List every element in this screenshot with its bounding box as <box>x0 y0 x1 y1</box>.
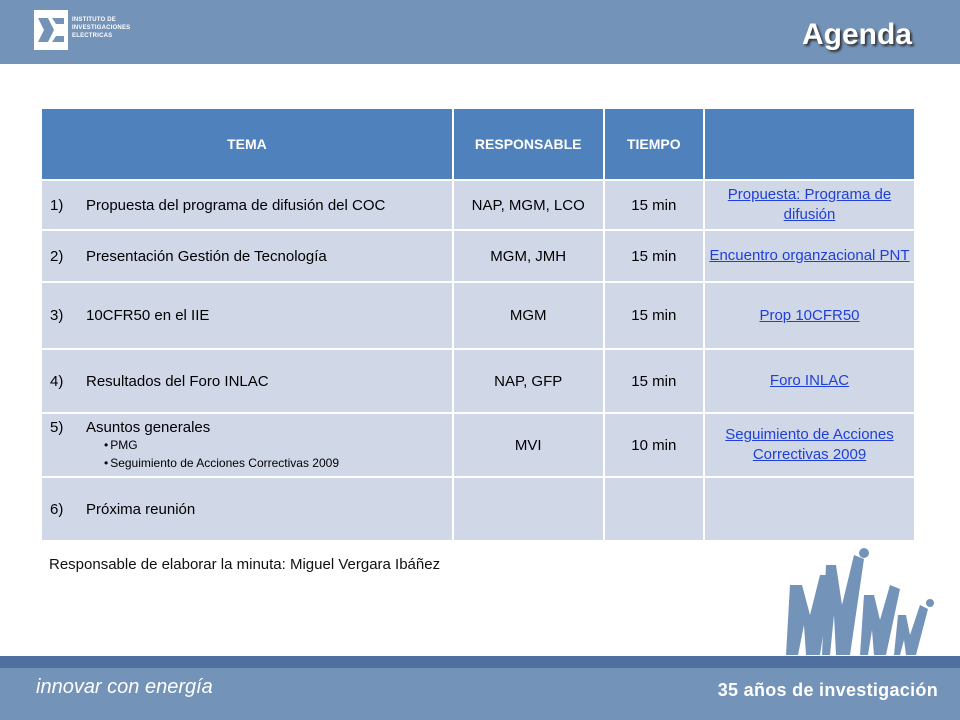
tiempo-cell: 10 min <box>604 413 704 477</box>
item-number: 6) <box>50 500 64 518</box>
document-link[interactable]: Seguimiento de Acciones Correctivas 2009 <box>725 426 894 463</box>
table-row <box>41 282 915 349</box>
table-row <box>41 230 915 282</box>
tiempo-cell: 15 min <box>604 282 704 349</box>
sub-item: • PMG <box>104 437 138 452</box>
responsable-cell: NAP, GFP <box>453 349 604 413</box>
tiempo-cell: 15 min <box>604 180 704 230</box>
tema-cell <box>41 413 453 477</box>
item-number: 2) <box>50 247 64 265</box>
footer-anniversary: 35 años de investigación <box>717 680 938 700</box>
table-row <box>41 349 915 413</box>
link-cell <box>704 180 915 230</box>
document-link[interactable]: Propuesta: Programa de difusión <box>727 186 892 223</box>
responsable-cell: MGM, JMH <box>453 230 604 282</box>
tiempo-cell <box>604 477 704 541</box>
document-link[interactable]: Prop 10CFR50 <box>759 306 860 324</box>
iie-logo-icon <box>34 10 68 50</box>
tema-text: Resultados del Foro INLAC <box>86 372 269 390</box>
sub-item: • Seguimiento de Acciones Correctivas 2009 <box>104 455 339 470</box>
logo-line: INVESTIGACIONES <box>72 25 131 31</box>
responsable-cell <box>453 477 604 541</box>
document-link[interactable]: Foro INLAC <box>769 372 850 389</box>
people-figures-graphic <box>780 545 950 660</box>
header-link <box>704 108 915 180</box>
table-row <box>41 413 915 477</box>
item-number: 5) <box>50 418 64 436</box>
header-bar <box>0 0 960 64</box>
tema-text: Asuntos generales <box>86 418 211 436</box>
tema-cell <box>41 230 453 282</box>
header-tema: TEMA <box>41 108 453 180</box>
footer-slogan: innovar con energía <box>36 676 213 698</box>
link-cell <box>704 349 915 413</box>
tema-text: Presentación Gestión de Tecnología <box>86 247 327 265</box>
link-cell <box>704 477 915 541</box>
link-cell <box>704 413 915 477</box>
tema-text: Próxima reunión <box>86 500 196 518</box>
page-title: Agenda <box>801 18 912 51</box>
item-number: 1) <box>50 196 64 214</box>
header-tiempo: TIEMPO <box>604 108 704 180</box>
logo-line: ELECTRICAS <box>72 33 113 39</box>
item-number: 3) <box>50 307 64 324</box>
responsable-cell: MVI <box>453 413 604 477</box>
tema-cell <box>41 282 453 349</box>
table-row <box>41 180 915 230</box>
iie-logo <box>34 10 144 56</box>
document-link[interactable]: Encuentro organzacional PNT <box>709 247 910 264</box>
logo-text <box>72 16 130 40</box>
link-cell <box>704 282 915 349</box>
footer-accent-bar <box>0 656 960 668</box>
table-row <box>41 477 915 541</box>
responsable-cell: MGM <box>453 282 604 349</box>
tema-text: Propuesta del programa de difusión del COC <box>86 196 386 214</box>
logo-line: INSTITUTO DE <box>72 17 116 23</box>
header-responsable: RESPONSABLE <box>453 108 604 180</box>
tema-cell <box>41 349 453 413</box>
agenda-table <box>40 107 916 542</box>
table-header-row <box>41 108 915 180</box>
tiempo-cell: 15 min <box>604 349 704 413</box>
responsable-cell: NAP, MGM, LCO <box>453 180 604 230</box>
tiempo-cell: 15 min <box>604 230 704 282</box>
item-number: 4) <box>50 372 64 390</box>
minutes-note: Responsable de elaborar la minuta: Miguel Vergara Ibáñez <box>49 556 441 573</box>
tema-cell <box>41 477 453 541</box>
tema-text: 10CFR50 en el IIE <box>86 307 210 324</box>
tema-cell <box>41 180 453 230</box>
link-cell <box>704 230 915 282</box>
